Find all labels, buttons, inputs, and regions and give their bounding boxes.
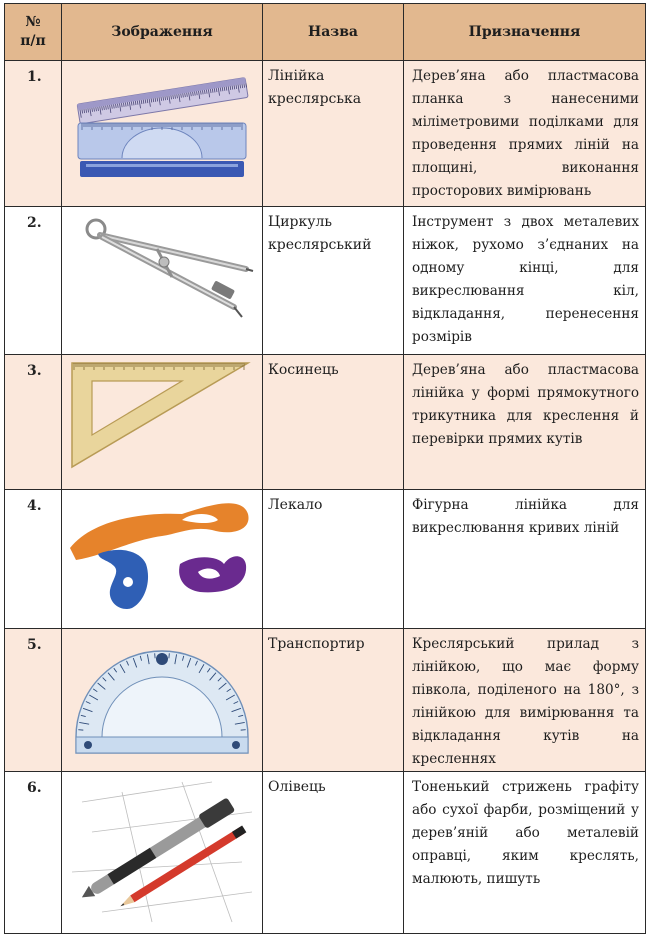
table-row: [5, 207, 646, 355]
row-number: 3.: [5, 355, 62, 490]
row-name: Лінійка креслярська: [263, 61, 404, 207]
header-number-line2: п/п: [20, 33, 46, 49]
french-curve-icon: [62, 490, 261, 627]
row-purpose: Інструмент з двох металевих ніжок, рухомо з’єднаних на одному кінці, для викреслювання кіл, відкладання, перенесення розмірів: [404, 207, 646, 355]
table-row: [5, 772, 646, 934]
row-purpose: Дерев’яна або пластмасова лінійка у формі прямокутного трикутника для креслення й перевірки прямих кутів: [404, 355, 646, 490]
row-name: Циркуль креслярський: [263, 207, 404, 355]
row-image: [62, 629, 263, 772]
table-row: [5, 490, 646, 629]
header-purpose: Призначення: [404, 4, 646, 61]
row-number: 4.: [5, 490, 62, 629]
table-header-row: [5, 4, 646, 61]
row-image: [62, 490, 263, 629]
table-row: [5, 61, 646, 207]
row-purpose: Креслярський прилад з лінійкою, що має форму півкола, поділеного на 180°, з лінійкою для вимірювання та відкладання кутів на кресленнях: [404, 629, 646, 772]
row-purpose: Фігурна лінійка для викреслювання кривих ліній: [404, 490, 646, 629]
header-number-line1: №: [25, 14, 40, 30]
compass-icon: [62, 207, 261, 353]
set-square-icon: [62, 355, 261, 488]
row-purpose: Дерев’яна або пластмасова планка з нанесеними міліметровими поділками для проведення прямих ліній на площині, виконання просторових вимірювань: [404, 61, 646, 207]
row-name: Транспортир: [263, 629, 404, 772]
row-name: Лекало: [263, 490, 404, 629]
row-image: [62, 61, 263, 207]
table-row: [5, 629, 646, 772]
protractor-icon: [62, 629, 261, 759]
row-name: Косинець: [263, 355, 404, 490]
row-image: [62, 355, 263, 490]
instruments-table: [4, 3, 646, 934]
row-number: 5.: [5, 629, 62, 772]
row-number: 2.: [5, 207, 62, 355]
row-image: [62, 772, 263, 934]
table-row: [5, 355, 646, 490]
row-purpose: Тоненький стрижень графіту або сухої фарби, розміщений у дерев’яній або металевій оправці, яким креслять, малюють, пишуть: [404, 772, 646, 934]
row-number: 6.: [5, 772, 62, 934]
ruler-icon: [62, 61, 261, 205]
header-image: Зображення: [62, 4, 263, 61]
row-image: [62, 207, 263, 355]
pencil-icon: [62, 772, 261, 932]
row-name: Олівець: [263, 772, 404, 934]
header-number: [5, 4, 62, 61]
row-number: 1.: [5, 61, 62, 207]
header-name: Назва: [263, 4, 404, 61]
